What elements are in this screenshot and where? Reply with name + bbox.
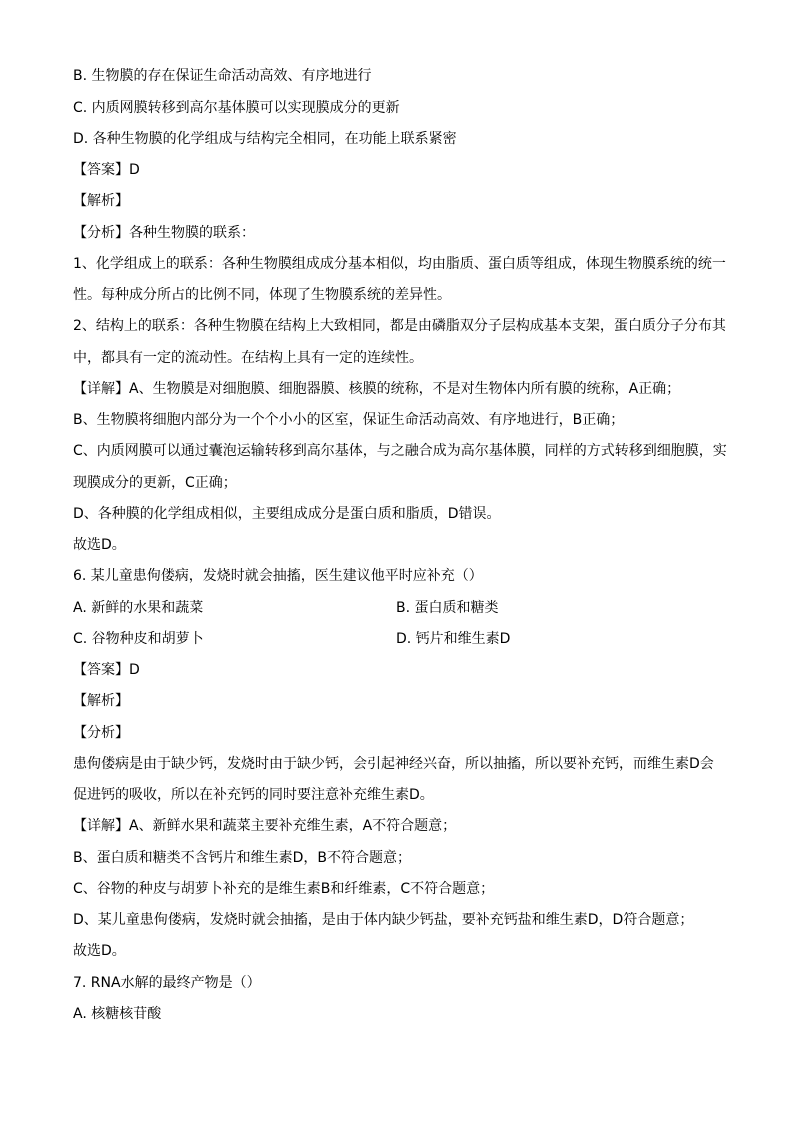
q7-stem: 7. RNA水解的最终产物是（） <box>73 975 261 991</box>
q6-conclusion: 故选D。 <box>73 943 126 959</box>
q5-option-c: C. 内质网膜转移到高尔基体膜可以实现膜成分的更新 <box>73 100 400 116</box>
q6-para1-line1: 患佝偻病是由于缺少钙，发烧时由于缺少钙，会引起神经兴奋，所以抽搐，所以要补充钙，而维生素D会 <box>73 756 714 772</box>
q6-para1-line2: 促进钙的吸收，所以在补充钙的同时要注意补充维生素D。 <box>73 787 434 803</box>
q6-analysis-heading: 【解析】 <box>73 693 129 709</box>
q5-conclusion: 故选D。 <box>73 537 126 553</box>
q5-para2-line1: 2、结构上的联系：各种生物膜在结构上大致相同，都是由磷脂双分子层构成基本支架，蛋白质分子分布其 <box>73 318 726 334</box>
q5-option-b: B. 生物膜的存在保证生命活动高效、有序地进行 <box>73 68 372 84</box>
q7-option-a: A. 核糖核苷酸 <box>73 1006 162 1022</box>
q6-detail-a: 【详解】A、新鲜水果和蔬菜主要补充维生素，A不符合题意； <box>73 818 457 834</box>
q5-option-d: D. 各种生物膜的化学组成与结构完全相同，在功能上联系紧密 <box>73 131 457 147</box>
q5-para2-line2: 中，都具有一定的流动性。在结构上具有一定的连续性。 <box>73 350 423 366</box>
q6-option-a: A. 新鲜的水果和蔬菜 <box>73 600 204 616</box>
q5-para1-line1: 1、化学组成上的联系：各种生物膜组成成分基本相似，均由脂质、蛋白质等组成，体现生物膜系统的统一 <box>73 256 726 272</box>
q5-detail-a: 【详解】A、生物膜是对细胞膜、细胞器膜、核膜的统称，不是对生物体内所有膜的统称，A正确； <box>73 381 681 397</box>
q5-detail-b: B、生物膜将细胞内部分为一个个小小的区室，保证生命活动高效、有序地进行，B正确； <box>73 412 625 428</box>
q6-option-d: D. 钙片和维生素D <box>396 631 511 647</box>
q5-detail-d: D、各种膜的化学组成相似，主要组成成分是蛋白质和脂质，D错误。 <box>73 506 501 522</box>
q6-fenxi: 【分析】 <box>73 725 129 741</box>
q5-detail-c-line2: 现膜成分的更新，C正确； <box>73 475 237 491</box>
q5-answer: 【答案】D <box>73 162 140 178</box>
q5-analysis-heading: 【解析】 <box>73 193 129 209</box>
q6-stem: 6. 某儿童患佝偻病，发烧时就会抽搐，医生建议他平时应补充（） <box>73 568 483 584</box>
q5-fenxi: 【分析】各种生物膜的联系： <box>73 225 255 241</box>
q5-detail-c-line1: C、内质网膜可以通过囊泡运输转移到高尔基体，与之融合成为高尔基体膜，同样的方式转移到细胞膜，实 <box>73 443 727 459</box>
q6-answer: 【答案】D <box>73 662 140 678</box>
q5-para1-line2: 性。每种成分所占的比例不同，体现了生物膜系统的差异性。 <box>73 287 451 303</box>
q6-option-c: C. 谷物种皮和胡萝卜 <box>73 631 204 647</box>
q6-detail-c: C、谷物的种皮与胡萝卜补充的是维生素B和纤维素，C不符合题意； <box>73 881 495 897</box>
q6-option-b: B. 蛋白质和糖类 <box>396 600 499 616</box>
q6-detail-d: D、某儿童患佝偻病，发烧时就会抽搐，是由于体内缺少钙盐，要补充钙盐和维生素D，D符合题意； <box>73 912 694 928</box>
q6-detail-b: B、蛋白质和糖类不含钙片和维生素D，B不符合题意； <box>73 850 411 866</box>
